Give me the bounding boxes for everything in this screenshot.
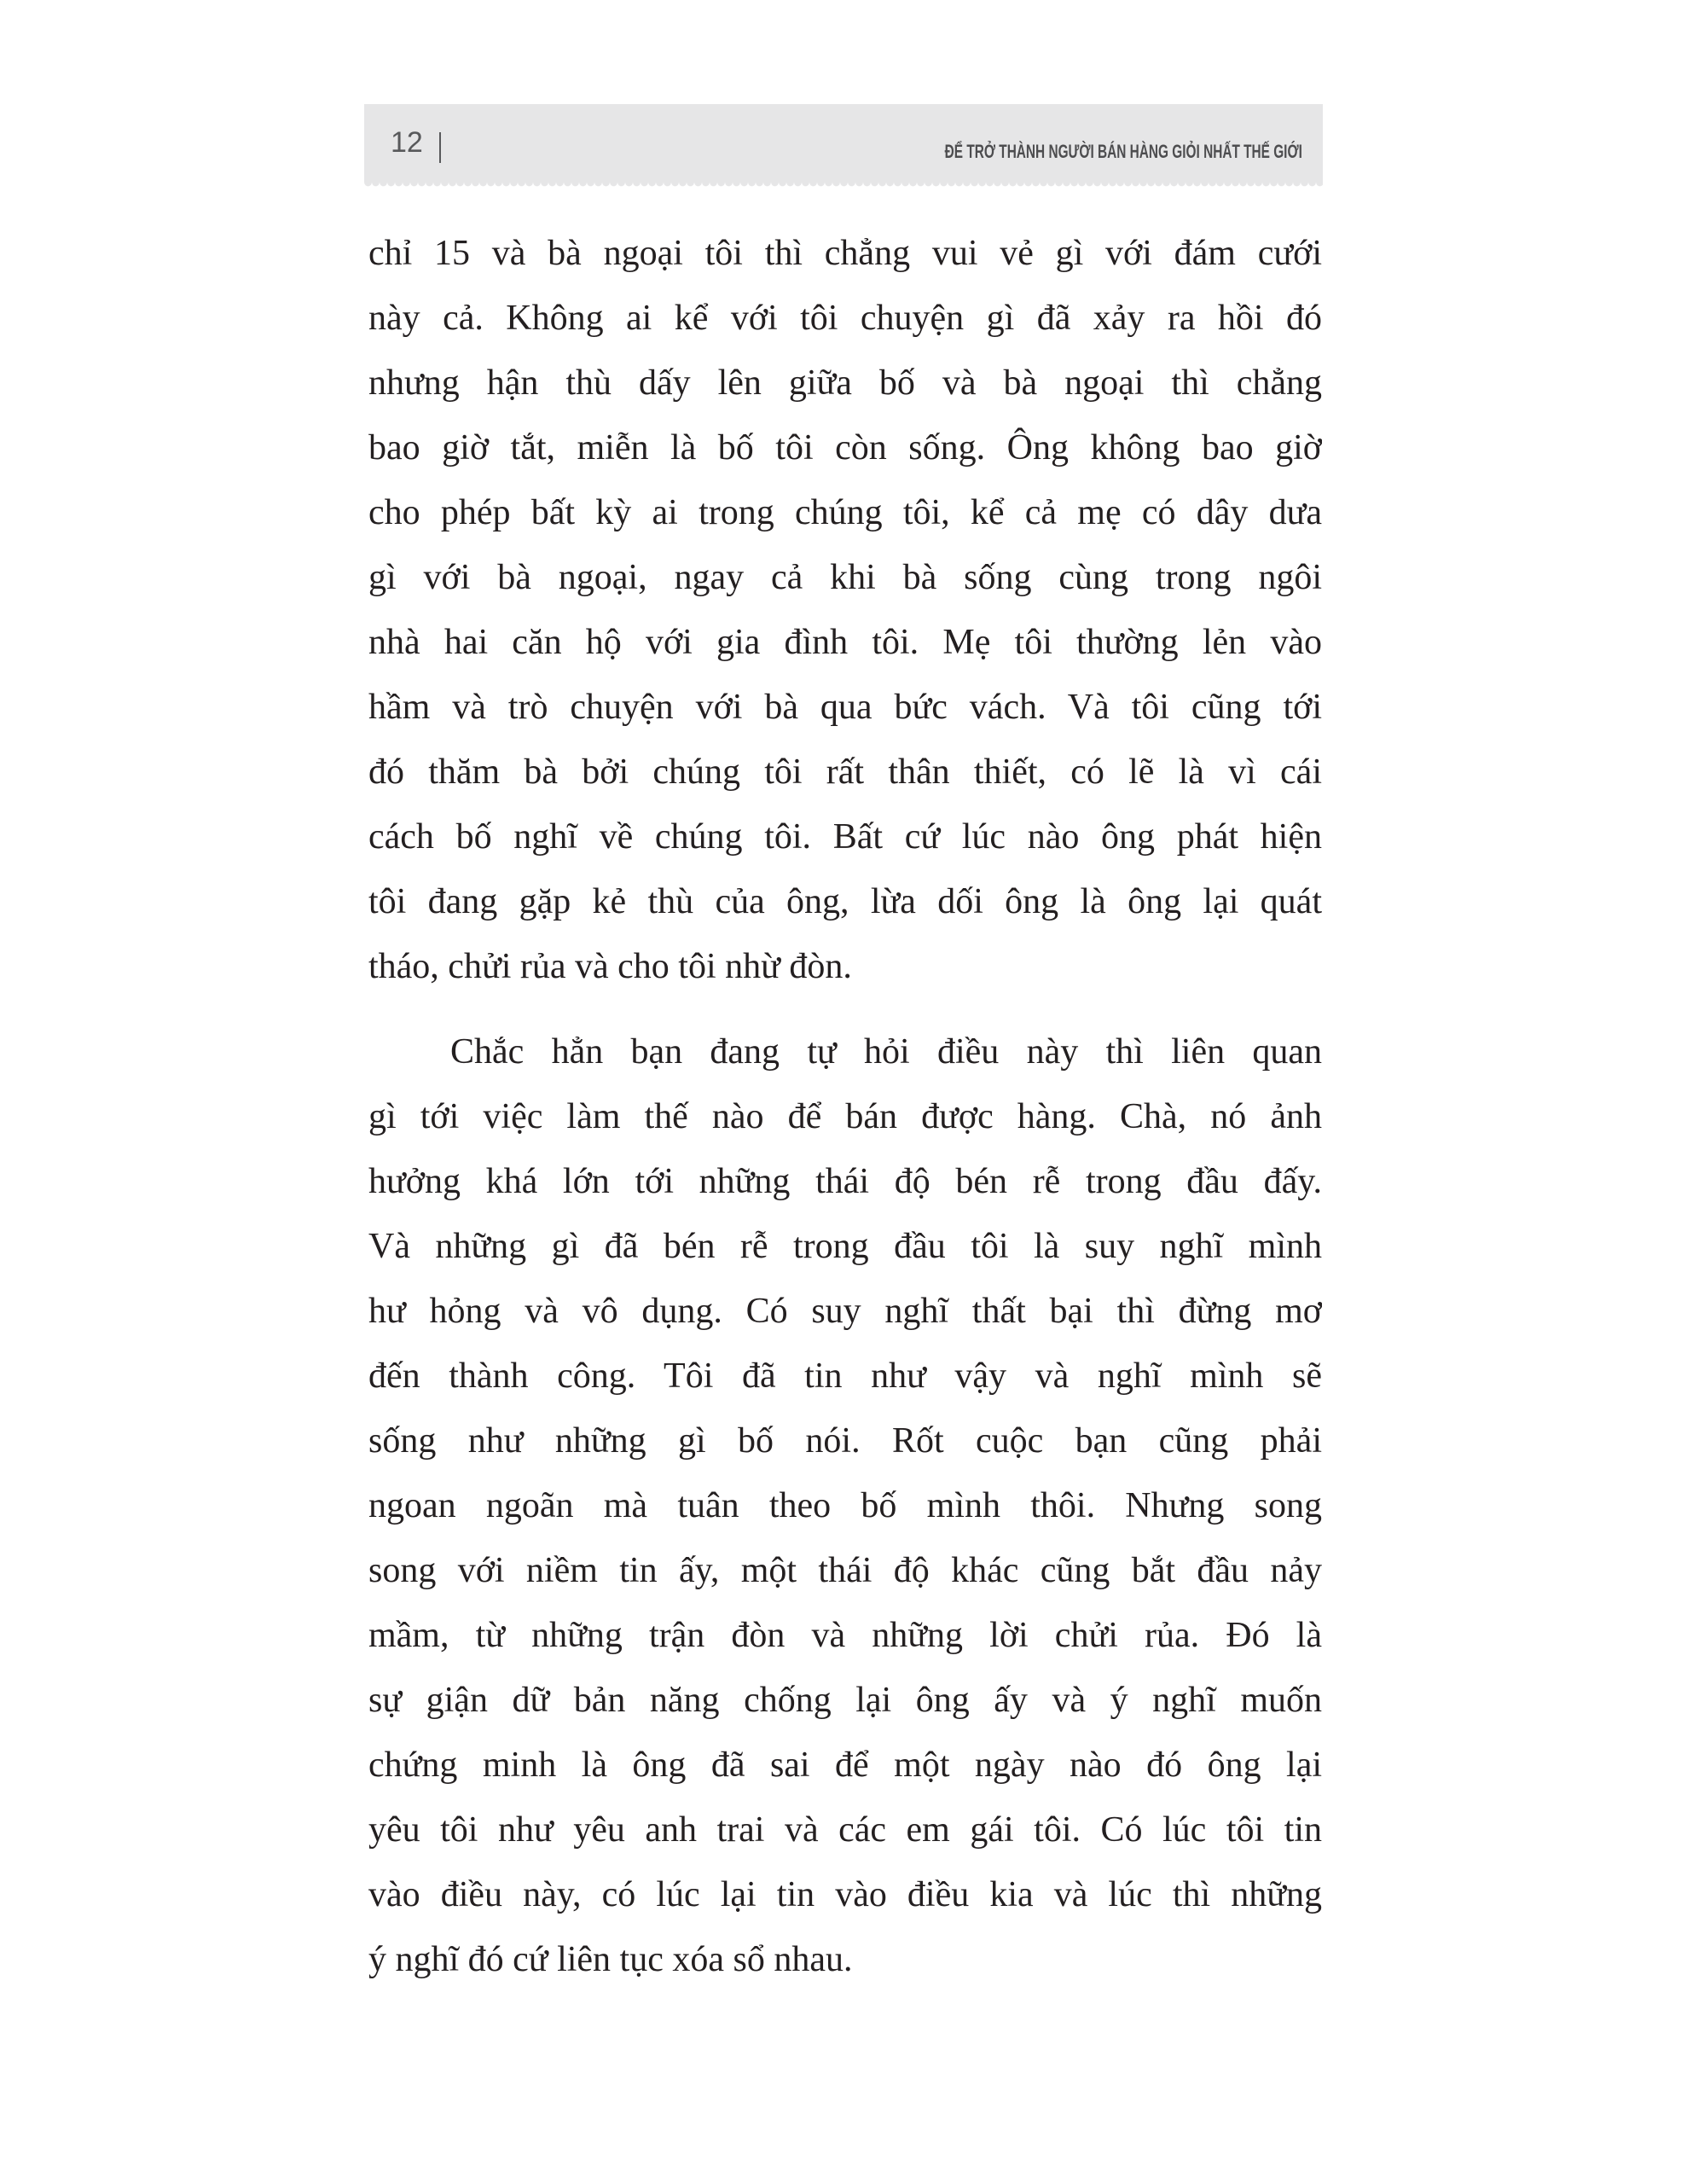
text-line: hư hỏng và vô dụng. Có suy nghĩ thất bại thì đừng mơ [368,1292,1322,1331]
header-divider [439,132,441,163]
text-line: song với niềm tin ấy, một thái độ khác cũng bắt đầu nảy [368,1551,1322,1590]
text-line: tôi đang gặp kẻ thù của ông, lừa dối ông là ông lại quát [368,882,1322,921]
text-line: chỉ 15 và bà ngoại tôi thì chẳng vui vẻ gì với đám cưới [368,234,1322,273]
text-line: hầm và trò chuyện với bà qua bức vách. Và tôi cũng tới [368,688,1322,727]
page-number: 12 [391,126,423,159]
text-line: gì tới việc làm thế nào để bán được hàng. Chà, nó ảnh [368,1097,1322,1136]
text-line: ý nghĩ đó cứ liên tục xóa sổ nhau. [368,1940,853,1979]
text-line: yêu tôi như yêu anh trai và các em gái tôi. Có lúc tôi tin [368,1810,1322,1850]
text-line: vào điều này, có lúc lại tin vào điều kia và lúc thì những [368,1875,1322,1914]
text-line: mầm, từ những trận đòn và những lời chửi rủa. Đó là [368,1616,1322,1655]
text-line: đến thành công. Tôi đã tin như vậy và nghĩ mình sẽ [368,1356,1322,1396]
text-line: cho phép bất kỳ ai trong chúng tôi, kể cả mẹ có dây dưa [368,493,1322,532]
text-line: sống như những gì bố nói. Rốt cuộc bạn cũng phải [368,1421,1322,1461]
text-line: tháo, chửi rủa và cho tôi nhừ đòn. [368,947,852,986]
text-line: Chắc hẳn bạn đang tự hỏi điều này thì liên quan [450,1032,1322,1072]
paragraph-2 [368,1019,1322,1992]
scalloped-edge [364,183,1323,187]
text-line: Và những gì đã bén rễ trong đầu tôi là suy nghĩ mình [368,1227,1322,1266]
text-line: hưởng khá lớn tới những thái độ bén rễ trong đầu đấy. [368,1162,1322,1201]
text-line: gì với bà ngoại, ngay cả khi bà sống cùng trong ngôi [368,558,1322,597]
text-line: đó thăm bà bởi chúng tôi rất thân thiết, có lẽ là vì cái [368,752,1322,792]
text-line: chứng minh là ông đã sai để một ngày nào đó ông lại [368,1745,1322,1785]
text-line: ngoan ngoãn mà tuân theo bố mình thôi. Nhưng song [368,1486,1322,1525]
text-line: cách bố nghĩ về chúng tôi. Bất cứ lúc nào ông phát hiện [368,817,1322,857]
text-line: nhưng hận thù dấy lên giữa bố và bà ngoại thì chẳng [368,363,1322,403]
text-line: nhà hai căn hộ với gia đình tôi. Mẹ tôi thường lẻn vào [368,623,1322,662]
paragraph-1 [368,221,1322,999]
running-title: ĐỂ TRỞ THÀNH NGƯỜI BÁN HÀNG GIỎI NHẤT THẾ GIỚI [944,141,1302,162]
text-line: bao giờ tắt, miễn là bố tôi còn sống. Ông không bao giờ [368,428,1322,468]
text-line: này cả. Không ai kể với tôi chuyện gì đã xảy ra hồi đó [368,299,1322,338]
running-header [364,104,1323,183]
text-line: sự giận dữ bản năng chống lại ông ấy và ý nghĩ muốn [368,1681,1322,1720]
